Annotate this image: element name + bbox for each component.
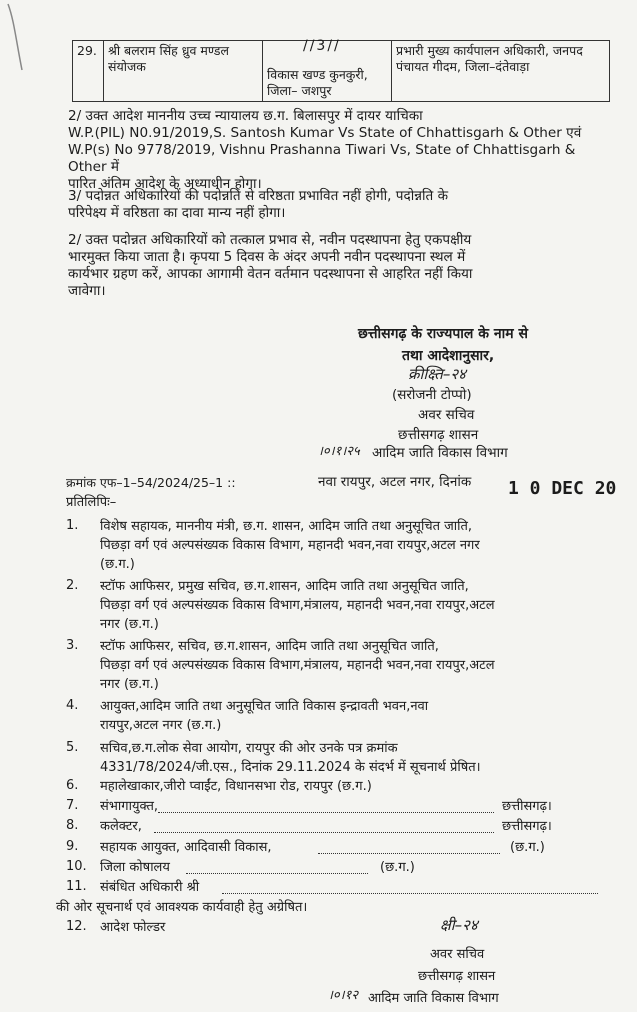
copy-number: 9. [66,839,79,854]
copy-label: प्रतिलिपिः– [66,495,117,510]
copy-number: 3. [66,638,79,653]
officer-table [72,40,610,102]
pencil-mark [0,0,40,80]
copy-number: 8. [66,818,79,833]
copy-number: 12. [66,919,87,934]
copy-item-line: जिला कोषालय [100,860,170,875]
para-line: जावेगा। [68,283,106,299]
para-line: 2/ उक्त पदोन्नत अधिकारियों को तत्काल प्रभाव से, नवीन पदस्थापना हेतु एकपक्षीय [68,232,472,248]
paragraph-relieving [68,232,608,300]
copy-item-tail: (छ.ग.) [380,860,415,875]
para-line: 2/ उक्त आदेश माननीय उच्च न्यायालय छ.ग. बिलासपुर में दायर याचिका [68,108,423,124]
copy-item-line: संभागायुक्त, [100,799,159,814]
copy-item-line: आयुक्त,आदिम जाति तथा अनुसूचित जाति विकास इन्द्रावती भवन,नवा [100,699,429,714]
bottom-initial: ।०।१२ [328,988,359,1003]
para-line: W.P(s) No 9778/2019, Vishnu Prashanna Tiwari Vs, State of Chhattisgarh & Other में [68,142,576,175]
copy11-tail: की ओर सूचनार्थ एवं आवश्यक कार्यवाही हेतु अग्रेषित। [56,900,308,915]
copy-item-line: आदेश फोल्डर [100,920,166,935]
copy-item-line: स्टॉफ आफिसर, प्रमुख सचिव, छ.ग.शासन, आदिम जाति तथा अनुसूचित जाति, [100,579,469,594]
signatory-govt: छत्तीसगढ़ शासन [398,427,479,443]
para-line: W.P.(PIL) N0.91/2019,S. Santosh Kumar Vs State of Chhattisgarh & Other एवं [68,125,582,141]
table-row [73,41,610,102]
copy-number: 2. [66,578,79,593]
copy-item-line: पिछड़ा वर्ग एवं अल्पसंख्यक विकास विभाग,मंत्रालय, महानदी भवन,नवा रायपुर,अटल [100,598,495,613]
order-number: क्रमांक एफ–1–54/2024/25–1 :: [66,475,236,490]
para-line: परिपेक्ष्य में वरिष्ठता का दावा मान्य नहीं होगा। [68,205,286,221]
copy-item-line: स्टॉफ आफिसर, सचिव, छ.ग.शासन, आदिम जाति तथा अनुसूचित जाति, [100,639,439,654]
signatory-name: (सरोजनी टोप्पो) [392,387,472,403]
para-line: कार्यभार ग्रहण करें, आपका आगामी वेतन वर्तमान पदस्थापना से आहरित नहीं किया [68,266,473,282]
copy-item-line: सहायक आयुक्त, आदिवासी विकास, [100,840,272,855]
bottom-govt: छत्तीसगढ़ शासन [418,969,496,984]
copy-number: 11. [66,879,87,894]
copy-item-line: नगर (छ.ग.) [100,617,159,632]
copy-number: 10. [66,859,87,874]
copy-item-line: रायपुर,अटल नगर (छ.ग.) [100,718,222,733]
current-posting: विकास खण्ड कुनकुरी, जिला– जशपुर [267,67,368,98]
copy-number: 7. [66,798,79,813]
fill-in-line [318,852,500,854]
bottom-designation: अवर सचिव [430,947,485,962]
para-line: 3/ पदोन्नत अधिकारियों की पदोन्नति से वरिष्ठता प्रभावित नहीं होगी, पदोन्नति के [68,188,449,204]
copy-item-line: विशेष सहायक, माननीय मंत्री, छ.ग. शासन, आदिम जाति तथा अनुसूचित जाति, [100,519,473,534]
fill-in-line [154,831,494,833]
copy-item-line: पिछड़ा वर्ग एवं अल्पसंख्यक विकास विभाग, महानदी भवन,नवा रायपुर,अटल नगर [100,538,480,553]
para-line: भारमुक्त किया जाता है। कृपया 5 दिवस के अंदर अपनी नवीन पदस्थापना स्थल में [68,249,466,265]
fill-in-line [222,892,598,894]
copy-item-tail: छत्तीसगढ़। [502,819,552,834]
dept-initial: ।०।१।२५ [318,444,360,459]
fill-in-line [186,872,368,874]
copy-item-line: (छ.ग.) [100,557,135,572]
governor-line: छत्तीसगढ़ के राज्यपाल के नाम से [358,326,528,342]
copy-item-line: महालेखाकार,जीरो प्वाईंट, विधानसभा रोड, रायपुर (छ.ग.) [100,779,372,794]
order-place: नवा रायपुर, अटल नगर, दिनांक [318,474,472,490]
copy-item-line: कलेक्टर, [100,819,142,834]
order-line: तथा आदेशानुसार, [402,348,495,364]
copy-item-line: 4331/78/2024/जी.एस., दिनांक 29.11.2024 के संदर्भ में सूचनार्थ प्रेषित। [100,760,481,775]
bottom-signature: क्षी–२४ [440,916,478,934]
copy-number: 4. [66,698,79,713]
copy-item-line: नगर (छ.ग.) [100,677,159,692]
page-number-mark: //3// [303,38,341,54]
copy-item-line: पिछड़ा वर्ग एवं अल्पसंख्यक विकास विभाग,मंत्रालय, महानदी भवन,नवा रायपुर,अटल [100,658,495,673]
signatory-dept: आदिम जाति विकास विभाग [372,445,508,461]
paragraph-seniority [68,188,608,222]
paragraph-court-order [68,108,608,193]
signature: क्रीक्ष्ति–२४ [408,365,466,383]
new-posting: प्रभारी मुख्य कार्यपालन अधिकारी, जनपद पंचायत गीदम, जिला–दंतेवाड़ा [392,41,610,102]
fill-in-line [158,811,494,813]
para-line: पारित अंतिम आदेश के अध्याधीन होगा। [68,176,262,192]
copy-number: 5. [66,740,79,755]
officer-name: श्री बलराम सिंह ध्रुव मण्डल संयोजक [104,41,263,102]
date-stamp: 1 0 DEC 20 [508,478,617,499]
copy-number: 1. [66,518,79,533]
copy-number: 6. [66,778,79,793]
copy-item-line: सचिव,छ.ग.लोक सेवा आयोग, रायपुर की ओर उनके पत्र क्रमांक [100,741,398,756]
copy-item-line: संबंधित अधिकारी श्री [100,880,200,895]
signatory-designation: अवर सचिव [418,407,475,423]
bottom-dept: आदिम जाति विकास विभाग [368,991,499,1006]
copy-item-tail: छत्तीसगढ़। [502,799,552,814]
copy-item-tail: (छ.ग.) [510,840,545,855]
serial-number: 29. [73,41,104,102]
